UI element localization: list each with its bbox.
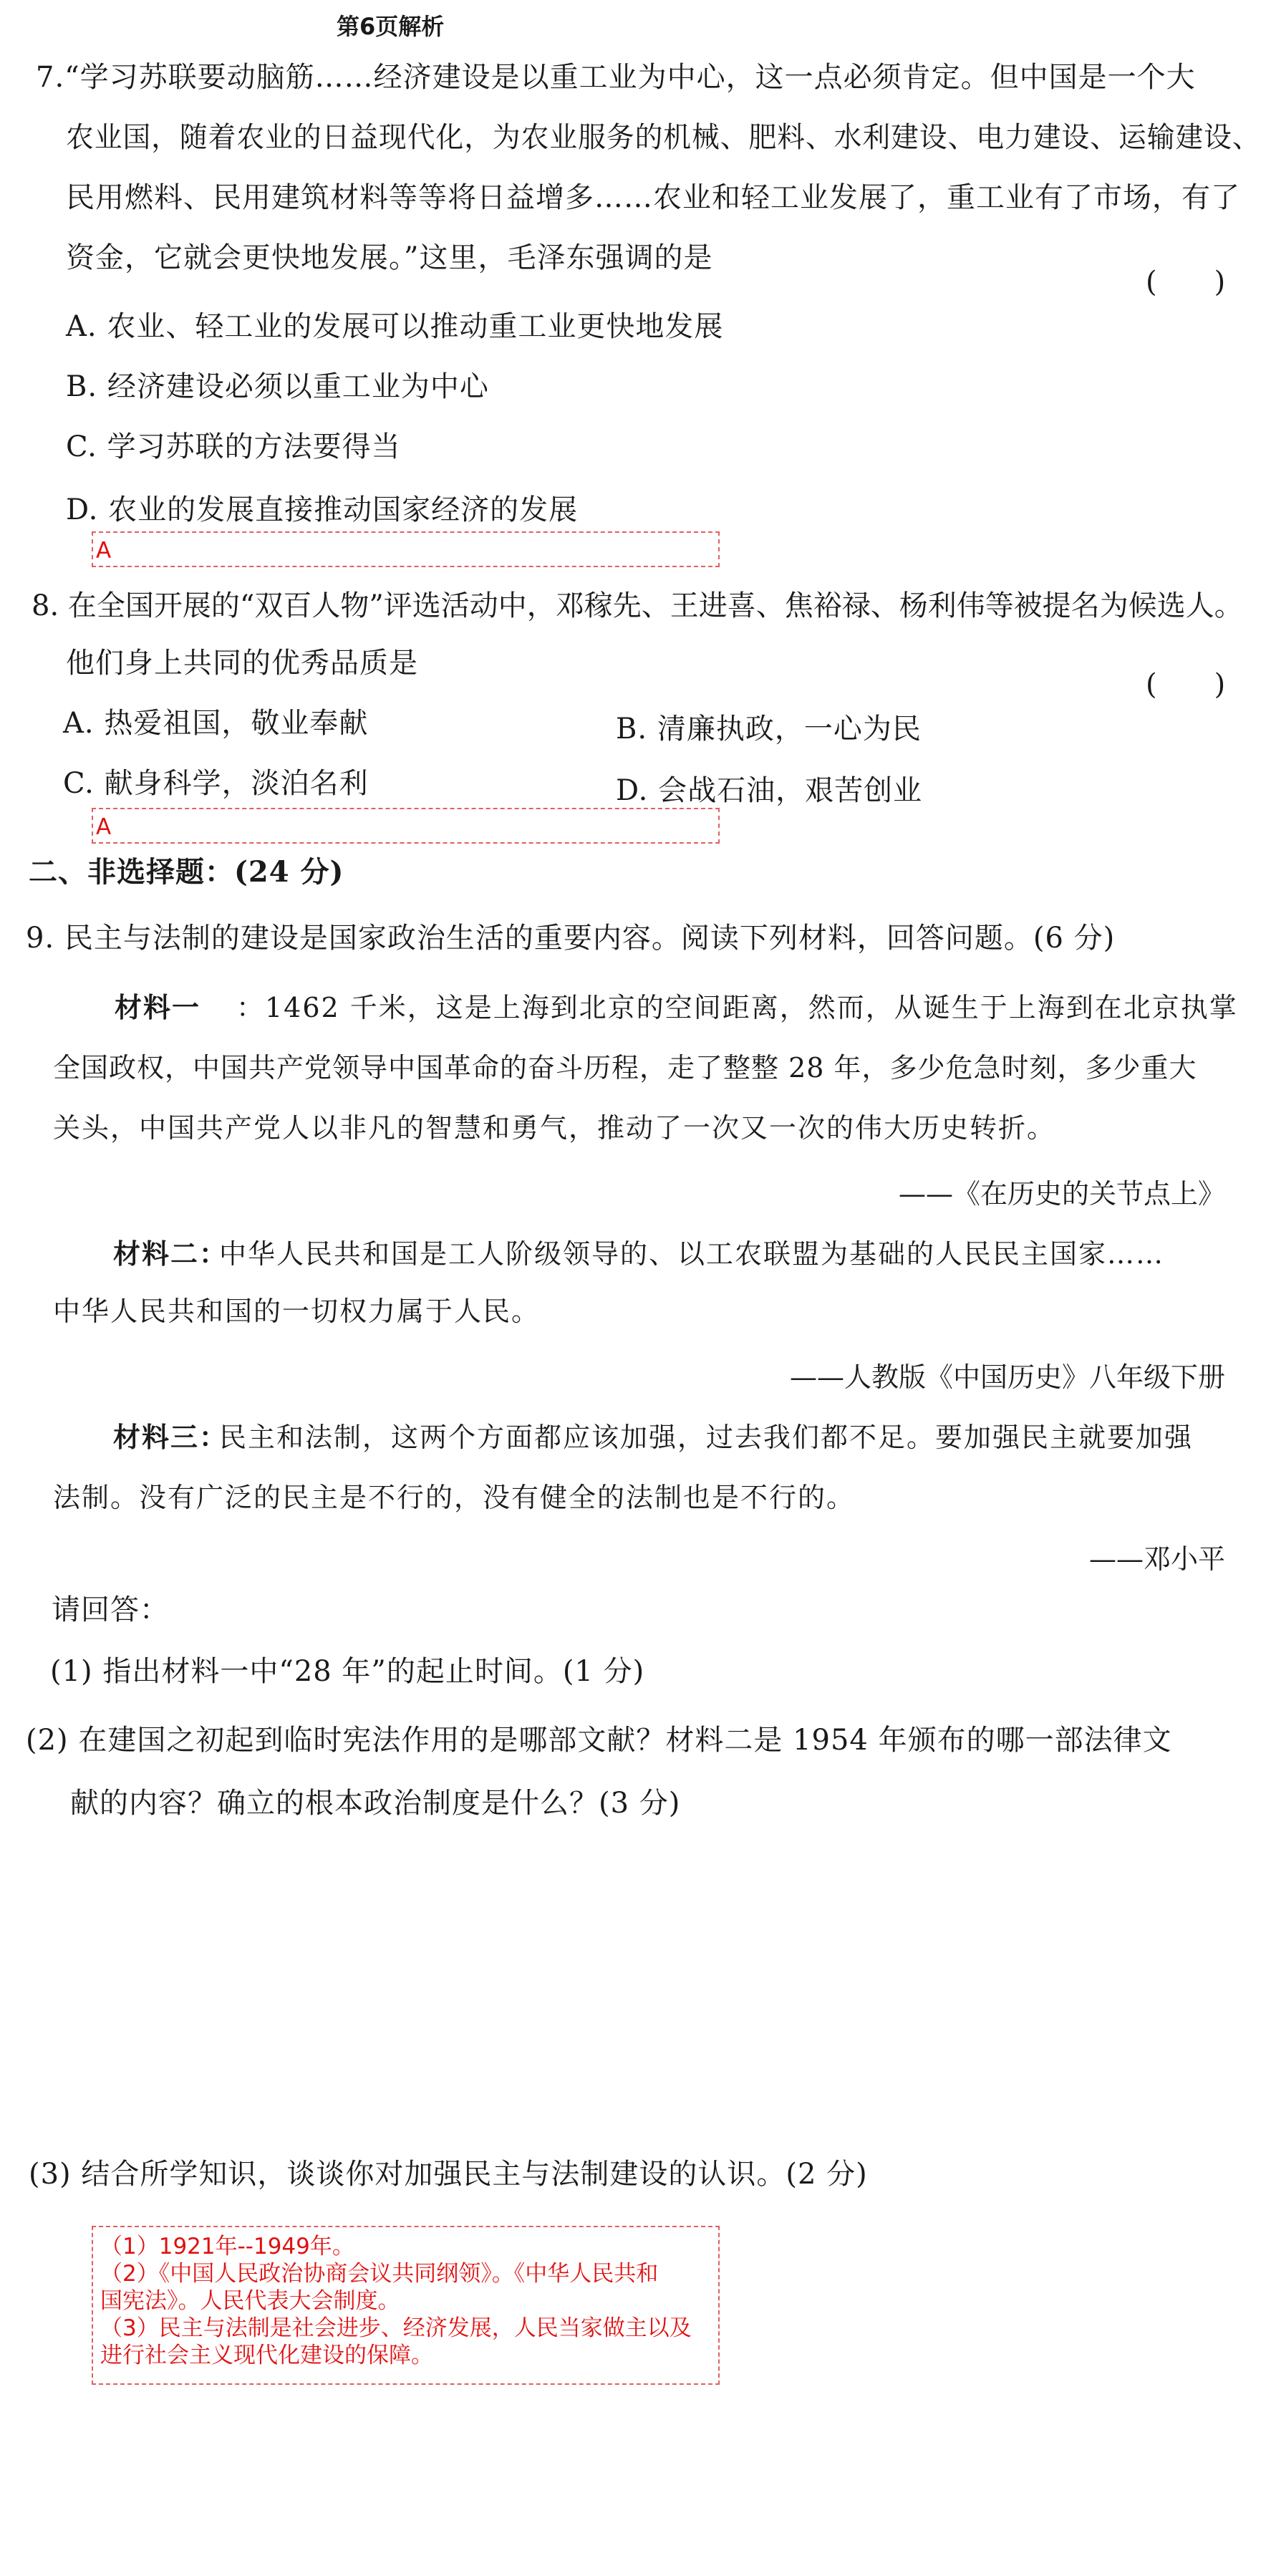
material-2-line-1: 中华人民共和国是工人阶级领导的、以工农联盟为基础的人民民主国家……: [219, 1238, 1165, 1270]
q8-answer-box: [92, 808, 720, 844]
q9-sub-1: (1) 指出材料一中“28 年”的起止时间。(1 分): [50, 1655, 645, 1688]
material-1-label: 材料一: [115, 991, 201, 1023]
material-3-source: ——邓小平: [1088, 1543, 1225, 1575]
q7-answer: A: [96, 538, 112, 564]
material-1-source: ——《在历史的关节点上》: [898, 1178, 1225, 1210]
q7-line-3: 民用燃料、民用建筑材料等等将日益增多……农业和轻工业发展了，重工业有了市场，有了: [66, 181, 1240, 214]
q8-option-b: B. 清廉执政，一心为民: [616, 713, 922, 746]
q7-line-1: 7.“学习苏联要动脑筋……经济建设是以重工业为中心，这一点必须肯定。但中国是一个大: [36, 61, 1196, 94]
q7-answer-box: [92, 531, 720, 567]
q9-answer-box: [92, 2226, 720, 2385]
page-header: 第6页解析: [337, 13, 445, 40]
q8-line-1: 8. 在全国开展的“双百人物”评选活动中，邓稼先、王进喜、焦裕禄、杨利伟等被提名为候选人。: [32, 589, 1243, 622]
section-title: 二、非选择题：(24 分): [29, 855, 344, 889]
q9-sub-2-line-1: (2) 在建国之初起到临时宪法作用的是哪部文献？材料二是 1954 年颁布的哪一部法律文: [26, 1724, 1172, 1757]
material-1-line-2: 全国政权，中国共产党领导中国革命的奋斗历程，走了整整 28 年，多少危急时刻，多少重大: [53, 1052, 1197, 1084]
q9-answer-line-4: （3）民主与法制是社会进步、经济发展，人民当家做主以及: [100, 2315, 692, 2341]
material-3-line-2: 法制。没有广泛的民主是不行的，没有健全的法制也是不行的。: [53, 1482, 856, 1513]
q9-sub-3: (3) 结合所学知识，谈谈你对加强民主与法制建设的认识。(2 分): [29, 2158, 868, 2191]
q9-answer-line-5: 进行社会主义现代化建设的保障。: [100, 2343, 433, 2368]
q8-option-c: C. 献身科学，淡泊名利: [63, 767, 369, 800]
material-2-source: ——人教版《中国历史》八年级下册: [789, 1361, 1225, 1393]
q9-answer-line-2: （2）《中国人民政治协商会议共同纲领》。《中华人民共和: [100, 2261, 659, 2287]
q7-line-4: 资金，它就会更快地发展。”这里，毛泽东强调的是: [66, 241, 713, 274]
q9-intro: 9. 民主与法制的建设是国家政治生活的重要内容。阅读下列材料，回答问题。(6 分): [26, 922, 1116, 955]
material-1-line-1: ：1462 千米，这是上海到北京的空间距离，然而，从诞生于上海到在北京执掌: [236, 992, 1238, 1023]
q7-option-a: A. 农业、轻工业的发展可以推动重工业更快地发展: [66, 310, 724, 343]
q7-option-d: D. 农业的发展直接推动国家经济的发展: [66, 493, 579, 526]
q9-answer-line-3: 国宪法》。人民代表大会制度。: [100, 2288, 400, 2314]
q7-answer-paren: ( ): [1146, 266, 1226, 299]
q8-line-2: 他们身上共同的优秀品质是: [66, 647, 418, 680]
material-2-label: 材料二：: [113, 1238, 228, 1270]
q8-answer-paren: ( ): [1146, 668, 1226, 701]
q9-sub-2-line-2: 献的内容？确立的根本政治制度是什么？(3 分): [70, 1787, 681, 1820]
q8-answer: A: [96, 814, 112, 840]
q7-line-2: 农业国，随着农业的日益现代化，为农业服务的机械、肥料、水利建设、电力建设、运输建设、: [66, 121, 1261, 154]
material-3-label: 材料三：: [113, 1421, 228, 1453]
q9-answer-line-1: （1）1921年--1949年。: [100, 2234, 354, 2259]
q7-option-b: B. 经济建设必须以重工业为中心: [66, 370, 489, 403]
q9-prompt: 请回答：: [52, 1593, 169, 1626]
q8-option-a: A. 热爱祖国，敬业奉献: [63, 707, 369, 740]
q7-option-c: C. 学习苏联的方法要得当: [66, 430, 401, 463]
material-2-line-2: 中华人民共和国的一切权力属于人民。: [53, 1296, 541, 1327]
q8-option-d: D. 会战石油，艰苦创业: [616, 774, 923, 807]
material-1-line-3: 关头，中国共产党人以非凡的智慧和勇气，推动了一次又一次的伟大历史转折。: [53, 1112, 1056, 1144]
material-3-line-1: 民主和法制，这两个方面都应该加强，过去我们都不足。要加强民主就要加强: [219, 1422, 1194, 1453]
